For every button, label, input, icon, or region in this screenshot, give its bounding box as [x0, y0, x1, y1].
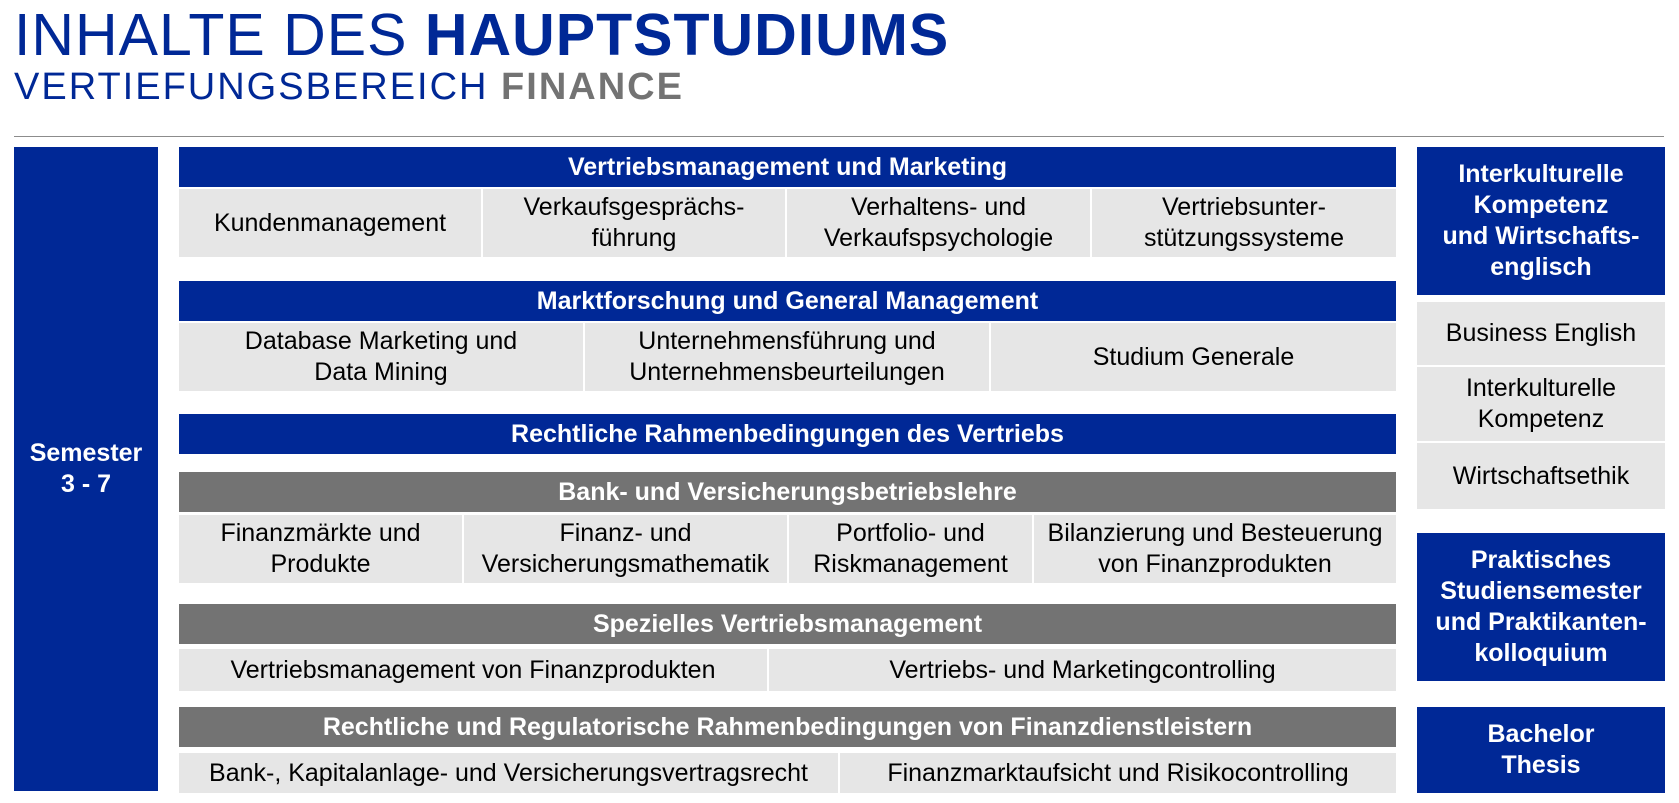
page-subtitle [14, 66, 684, 108]
subject-cell: Vertriebs- und Marketingcontrolling [769, 649, 1396, 691]
page-title [14, 4, 949, 66]
side-item-business-english: Business English [1417, 302, 1665, 365]
module-subjects-marktforschung [179, 323, 1396, 391]
module-header-regulatorische-rahmenbedingungen: Rechtliche und Regulatorische Rahmenbedingungen von Finanzdienstleistern [179, 707, 1396, 747]
subject-cell: Bilanzierung und Besteuerung von Finanzprodukten [1034, 515, 1396, 583]
page-subtitle-normal: VERTIEFUNGSBEREICH [14, 66, 502, 108]
module-header-spezielles-vertriebsmanagement: Spezielles Vertriebsmanagement [179, 604, 1396, 644]
subject-cell: Finanzmarktaufsicht und Risikocontrolling [840, 753, 1396, 793]
side-item-interkulturelle-kompetenz: Interkulturelle Kompetenz [1417, 367, 1665, 441]
subject-cell: Finanzmärkte und Produkte [179, 515, 464, 583]
module-header-rechtliche-rahmenbedingungen: Rechtliche Rahmenbedingungen des Vertriebs [179, 414, 1396, 454]
module-header-vertriebsmanagement: Vertriebsmanagement und Marketing [179, 147, 1396, 187]
page-title-normal: INHALTE DES [14, 2, 425, 68]
module-subjects-bank-versicherung [179, 515, 1396, 583]
side-item-wirtschaftsethik: Wirtschaftsethik [1417, 443, 1665, 509]
subject-cell: Bank-, Kapitalanlage- und Versicherungsvertragsrecht [179, 753, 840, 793]
module-subjects-vertriebsmanagement [179, 189, 1396, 257]
module-header-bank-versicherung: Bank- und Versicherungsbetriebslehre [179, 472, 1396, 512]
page-title-bold: HAUPTSTUDIUMS [424, 2, 950, 68]
subject-cell: Verhaltens- und Verkaufspsychologie [787, 189, 1092, 257]
subject-cell: Portfolio- und Riskmanagement [789, 515, 1034, 583]
subject-cell: Kundenmanagement [179, 189, 483, 257]
semester-block [14, 147, 158, 791]
page-subtitle-bold: FINANCE [501, 66, 684, 108]
subject-cell: Database Marketing und Data Mining [179, 323, 585, 391]
subject-cell: Unternehmensführung und Unternehmensbeurteilungen [585, 323, 991, 391]
module-header-marktforschung: Marktforschung und General Management [179, 281, 1396, 321]
module-subjects-spezielles-vertriebsmanagement [179, 649, 1396, 691]
title-divider [14, 136, 1664, 137]
subject-cell: Studium Generale [991, 323, 1396, 391]
subject-cell: Vertriebsunter- stützungssysteme [1092, 189, 1396, 257]
subject-cell: Verkaufsgesprächs- führung [483, 189, 787, 257]
module-subjects-regulatorische-rahmenbedingungen [179, 753, 1396, 793]
intercultural-competence-block: Interkulturelle Kompetenz und Wirtschafts- englisch [1417, 147, 1665, 295]
subject-cell: Finanz- und Versicherungsmathematik [464, 515, 789, 583]
bachelor-thesis-block: Bachelor Thesis [1417, 707, 1665, 793]
subject-cell: Vertriebsmanagement von Finanzprodukten [179, 649, 769, 691]
semester-label: Semester [29, 439, 143, 467]
semester-range: 3 - 7 [60, 470, 112, 498]
practical-semester-block: Praktisches Studiensemester und Praktikanten- kolloquium [1417, 533, 1665, 681]
